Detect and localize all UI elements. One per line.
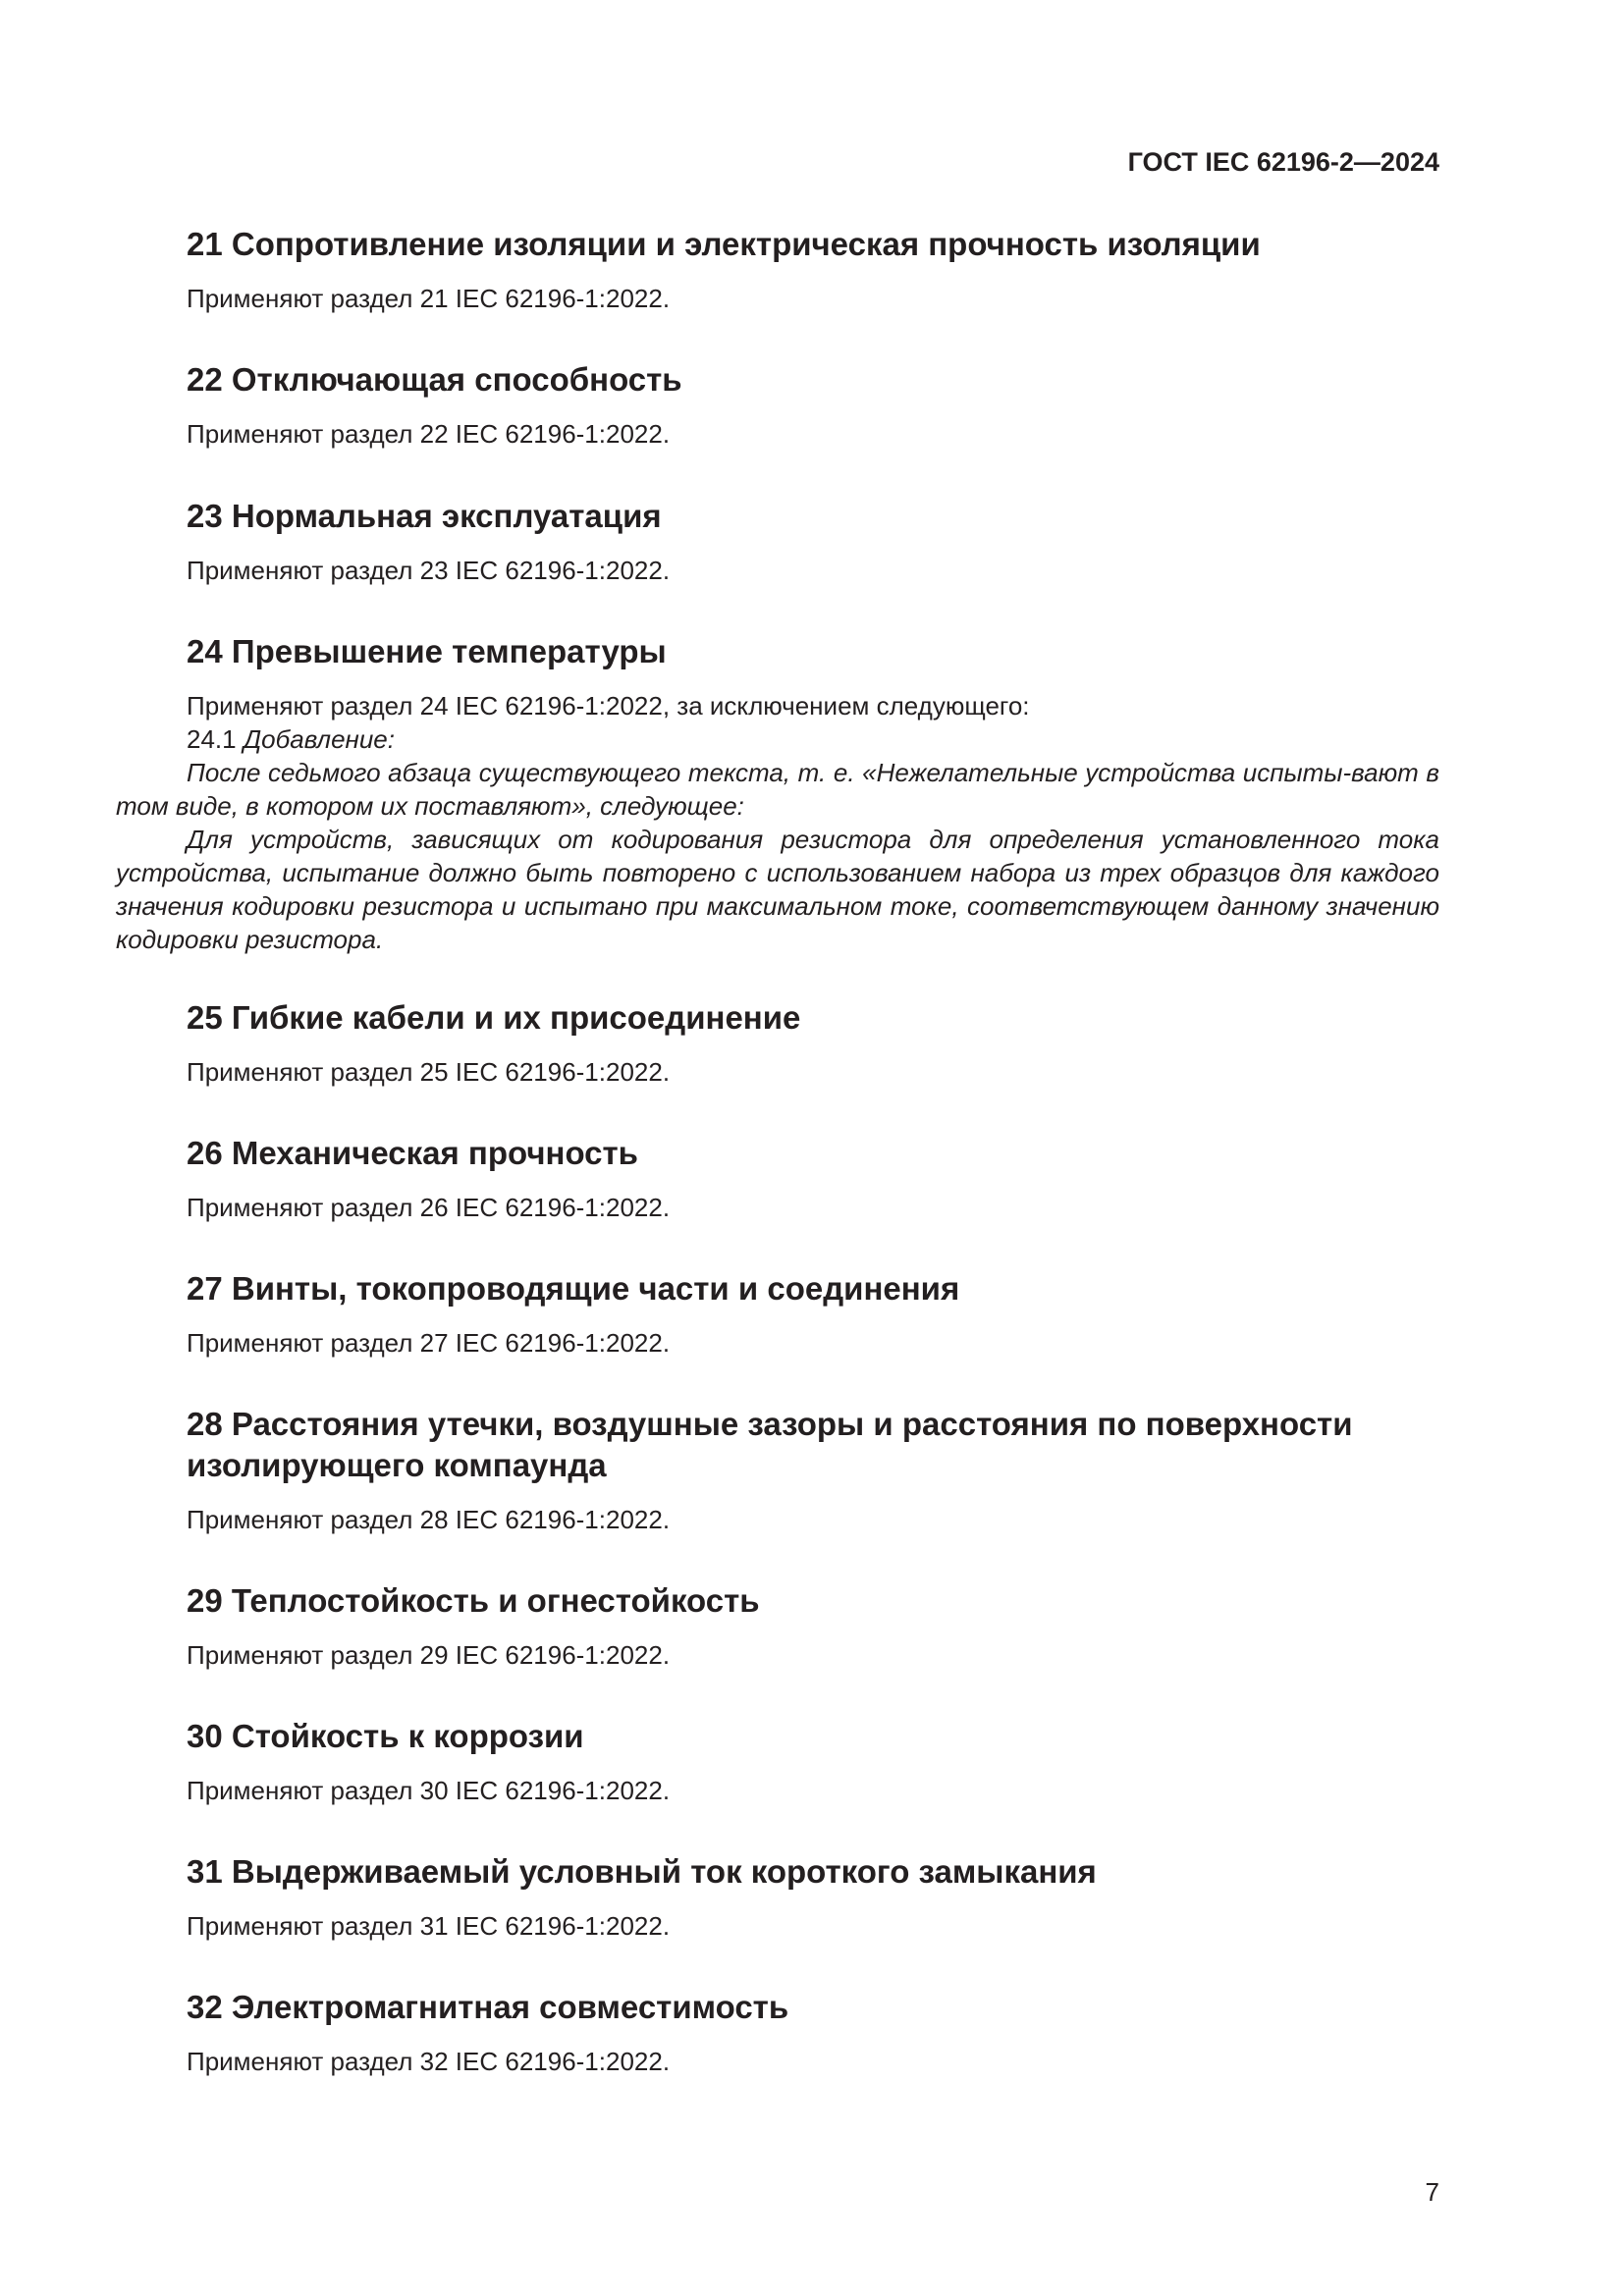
- section-text: Применяют раздел 30 IEC 62196-1:2022.: [187, 1776, 671, 1805]
- section-text: Применяют раздел 23 IEC 62196-1:2022.: [187, 556, 671, 585]
- section-heading-line-2: изолирующего компаунда: [187, 1447, 607, 1483]
- section-32: [187, 1987, 1439, 2078]
- section-text: Применяют раздел 25 IEC 62196-1:2022.: [187, 1057, 671, 1087]
- addition-paragraph-2: Для устройств, зависящих от кодирования резистора для определения установленного тока устройства, испытание должно быть повторено с использованием набора из трех образцов для каждого значения кодировки резистора и испытано при максимальном токе, соответствующем данному значению кодировки резистора.: [116, 825, 1439, 954]
- section-text: Применяют раздел 26 IEC 62196-1:2022.: [187, 1193, 671, 1222]
- section-heading: 23 Нормальная эксплуатация: [187, 498, 662, 534]
- section-heading: 32 Электромагнитная совместимость: [187, 1989, 789, 2025]
- section-text: Применяют раздел 21 IEC 62196-1:2022.: [187, 284, 671, 313]
- subclause-label: Добавление:: [243, 724, 395, 754]
- page-number: 7: [1425, 2177, 1439, 2207]
- section-24: [116, 631, 1439, 956]
- section-heading: [187, 1404, 1439, 1486]
- section-text: Применяют раздел 22 IEC 62196-1:2022.: [187, 419, 671, 449]
- section-text: Применяют раздел 32 IEC 62196-1:2022.: [187, 2047, 671, 2076]
- subclause-line: [187, 722, 1439, 756]
- section-25: [187, 997, 1439, 1089]
- section-heading: 27 Винты, токопроводящие части и соединения: [187, 1270, 960, 1307]
- section-27: [187, 1268, 1439, 1360]
- section-heading: 30 Стойкость к коррозии: [187, 1718, 584, 1754]
- section-heading-line-1: 28 Расстояния утечки, воздушные зазоры и расстояния по поверхности: [187, 1406, 1353, 1442]
- section-29: [187, 1580, 1439, 1672]
- section-heading: 31 Выдерживаемый условный ток короткого замыкания: [187, 1853, 1097, 1890]
- section-text: Применяют раздел 29 IEC 62196-1:2022.: [187, 1640, 671, 1670]
- section-heading: 25 Гибкие кабели и их присоединение: [187, 999, 801, 1036]
- section-30: [187, 1716, 1439, 1807]
- section-text: Применяют раздел 27 IEC 62196-1:2022.: [187, 1328, 671, 1358]
- section-28: [187, 1404, 1439, 1536]
- section-heading: 24 Превышение температуры: [187, 633, 667, 669]
- subclause-number: 24.1: [187, 724, 237, 754]
- section-heading: 22 Отключающая способность: [187, 361, 682, 398]
- section-heading: 29 Теплостойкость и огнестойкость: [187, 1582, 760, 1619]
- section-21: [187, 224, 1439, 315]
- addition-paragraph-1: После седьмого абзаца существующего текста, т. е. «Нежелательные устройства испыты-вают в том виде, в котором их поставляют», следующее:: [116, 758, 1439, 821]
- section-heading: 26 Механическая прочность: [187, 1135, 638, 1171]
- document-standard-code: ГОСТ IEC 62196-2—2024: [1127, 147, 1439, 177]
- section-heading: 21 Сопротивление изоляции и электрическая прочность изоляции: [187, 226, 1261, 262]
- section-text: Применяют раздел 28 IEC 62196-1:2022.: [187, 1505, 671, 1534]
- section-text: Применяют раздел 24 IEC 62196-1:2022, за исключением следующего:: [187, 691, 1030, 721]
- section-text: Применяют раздел 31 IEC 62196-1:2022.: [187, 1911, 671, 1941]
- section-31: [187, 1851, 1439, 1943]
- section-22: [187, 359, 1439, 451]
- section-26: [187, 1133, 1439, 1224]
- section-23: [187, 496, 1439, 587]
